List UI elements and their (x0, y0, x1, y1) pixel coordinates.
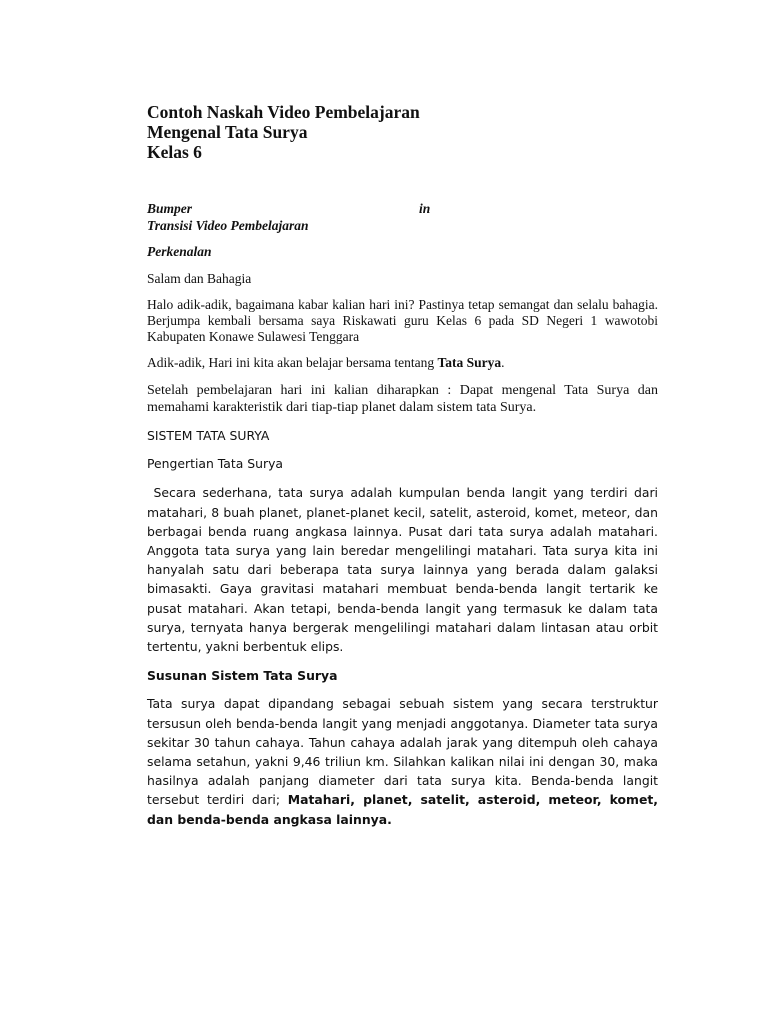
title-line-3: Kelas 6 (147, 142, 202, 162)
bumper-in-label: in (419, 201, 431, 216)
susunan-text: Tata surya dapat dipandang sebagai sebuah sistem yang secara terstruktur tersusun oleh benda-benda langit yang menjadi anggotanya. Diameter tata surya sekitar 30 tahun cahaya. Tahun cahaya adalah jarak yang ditempuh oleh cahaya selama setahun, yakni 9,46 triliun km. Silahkan kalikan nilai ini dengan 30, maka hasilnya adalah panjang diameter dari tata surya kita. Benda-benda langit tersebut terdiri dari; (147, 696, 658, 808)
susunan-bold-text: Matahari, planet, satelit, asteroid, meteor, komet, dan benda-benda angkasa lainnya. (147, 792, 658, 827)
today-lead-text: Adik-adik, Hari ini kita akan belajar bersama tentang (147, 355, 438, 370)
subheading-pengertian: Pengertian Tata Surya (147, 456, 284, 472)
today-paragraph (147, 355, 658, 371)
section-heading: SISTEM TATA SURYA (147, 428, 270, 443)
today-end-text: . (501, 355, 505, 370)
subheading-susunan: Susunan Sistem Tata Surya (147, 668, 338, 684)
transition-label: Transisi Video Pembelajaran (147, 218, 309, 233)
today-topic-text: Tata Surya (437, 355, 502, 370)
pengertian-paragraph: Secara sederhana, tata surya adalah kumpulan benda langit yang terdiri dari matahari, 8 buah planet, planet-planet kecil, satelit, asteroid, komet, meteor, dan berbagai benda ruang angkasa lainnya. Pusat dari tata surya adalah matahari. Anggota tata surya yang lain beredar mengelilingi matahari. Tata surya kita ini hanyalah satu dari beberapa tata surya lainnya yang berada dalam galaksi bimasakti. Gaya gravitasi matahari membuat benda-benda langit tertarik ke pusat matahari. Akan tetapi, benda-benda langit yang termasuk ke dalam tata surya, ternyata hanya bergerak mengelilingi matahari dalam lintasan atau orbit tertentu, yakni berbentuk elips. (147, 485, 662, 655)
intro-heading: Perkenalan (147, 244, 212, 259)
intro-paragraph: Halo adik-adik, bagaimana kabar kalian hari ini? Pastinya tetap semangat dan selalu bahagia. Berjumpa kembali bersama saya Riskawati guru Kelas 6 pada SD Negeri 1 wawotobi Kabupaten Konawe Sulawesi Tenggara (147, 297, 658, 344)
greeting-text: Salam dan Bahagia (147, 271, 252, 286)
document-title (147, 102, 658, 162)
title-line-2: Mengenal Tata Surya (147, 122, 308, 142)
goal-paragraph: Setelah pembelajaran hari ini kalian diharapkan : Dapat mengenal Tata Surya dan memahami karakteristik dari tiap-tiap planet dalam sistem tata Surya. (147, 383, 658, 415)
susunan-paragraph (147, 694, 658, 828)
document-page (147, 102, 662, 829)
bumper-row (147, 201, 658, 217)
title-line-1: Contoh Naskah Video Pembelajaran (147, 102, 420, 122)
bumper-label: Bumper (147, 201, 193, 216)
